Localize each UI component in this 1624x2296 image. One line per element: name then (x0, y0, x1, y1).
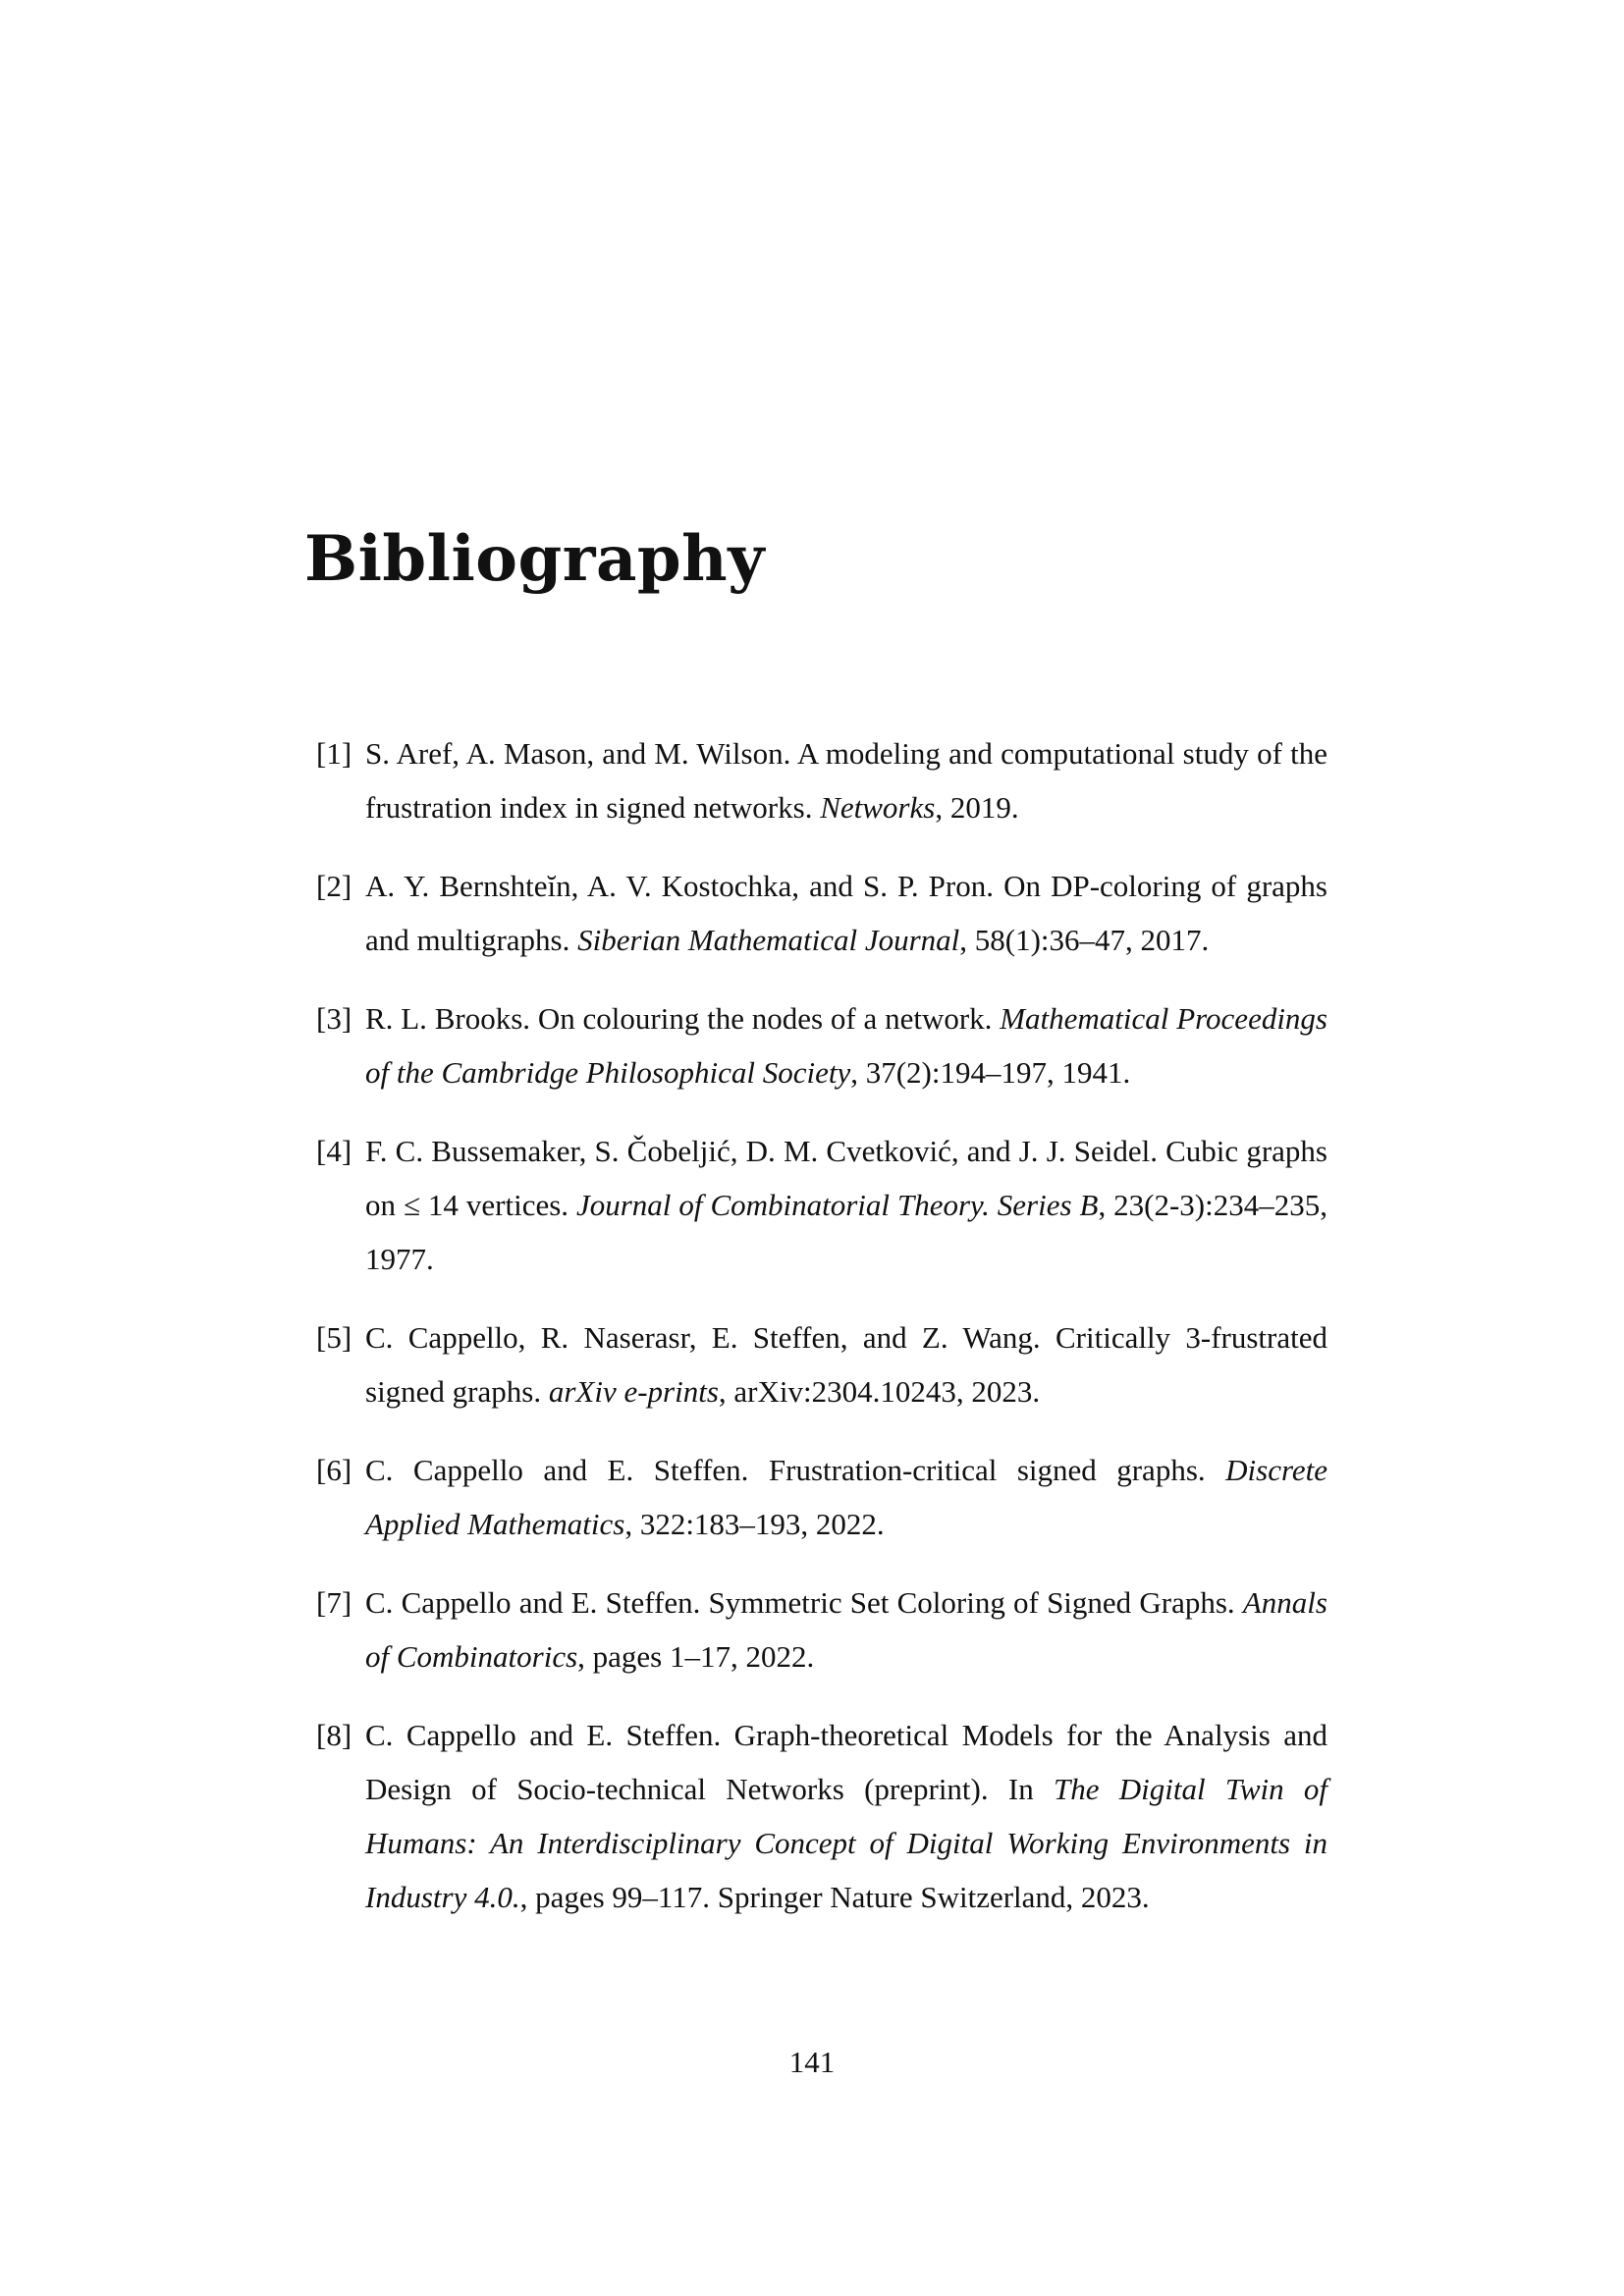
reference-text (365, 1718, 1327, 1914)
reference-text (365, 736, 1327, 825)
reference-segment: , pages 1–17, 2022. (577, 1639, 815, 1674)
reference-segment: , 322:183–193, 2022. (624, 1507, 885, 1541)
reference-venue: Discrete Applied Mathematics (365, 1453, 1327, 1541)
reference-text (365, 869, 1327, 957)
reference-entry (316, 859, 1327, 967)
reference-segment: C. Cappello and E. Steffen. Graph-theoretical Models for the Analysis and Design of Socio-technical Networks (preprint). In (365, 1718, 1327, 1806)
reference-venue: Mathematical Proceedings of the Cambridge Philosophical Society (365, 1001, 1328, 1090)
reference-venue: Siberian Mathematical Journal (577, 923, 960, 957)
reference-entry (316, 991, 1327, 1099)
page-number: 141 (788, 2045, 836, 2079)
reference-segment: , pages 99–117. Springer Nature Switzerland, 2023. (519, 1880, 1150, 1914)
reference-segment: , 23(2-3):234–235, 1977. (365, 1188, 1327, 1276)
reference-number: [1] (316, 736, 352, 771)
reference-segment: A. Y. Bernshteĭn, A. V. Kostochka, and S. P. Pron. On DP-coloring of graphs and multigraphs. (365, 869, 1327, 957)
reference-entry (316, 1575, 1327, 1683)
reference-venue: Journal of Combinatorial Theory. Series B (575, 1188, 1099, 1222)
reference-number: [8] (316, 1718, 352, 1752)
reference-venue: Annals of Combinatorics (365, 1585, 1327, 1674)
reference-text (365, 1320, 1327, 1409)
reference-text (365, 1453, 1327, 1541)
reference-segment: , arXiv:2304.10243, 2023. (718, 1374, 1041, 1409)
reference-segment: C. Cappello, R. Naserasr, E. Steffen, and Z. Wang. Critically 3-frustrated signed graphs. (365, 1320, 1327, 1409)
reference-text (365, 1001, 1327, 1090)
reference-segment: , 58(1):36–47, 2017. (959, 923, 1210, 957)
reference-venue: arXiv e-prints (548, 1374, 719, 1409)
reference-number: [7] (316, 1585, 352, 1620)
reference-segment: , 2019. (935, 790, 1019, 825)
reference-segment: C. Cappello and E. Steffen. Symmetric Set Coloring of Signed Graphs. (365, 1585, 1243, 1620)
reference-segment: F. C. Bussemaker, S. Čobeljić, D. M. Cvetković, and J. J. Seidel. Cubic graphs on ≤ 14 vertices. (365, 1134, 1327, 1222)
reference-venue: Networks (820, 790, 936, 825)
reference-venue: The Digital Twin of Humans: An Interdisciplinary Concept of Digital Working Environments in Industry 4.0. (365, 1772, 1328, 1914)
reference-entry (316, 1708, 1327, 1924)
reference-segment: R. L. Brooks. On colouring the nodes of a network. (365, 1001, 1001, 1036)
reference-entry (316, 1443, 1327, 1551)
reference-entry (316, 1124, 1327, 1286)
reference-number: [3] (316, 1001, 352, 1036)
reference-segment: C. Cappello and E. Steffen. Frustration-critical signed graphs. (365, 1453, 1226, 1487)
reference-number: [5] (316, 1320, 352, 1355)
reference-text (365, 1585, 1327, 1674)
page-title: Bibliography (304, 522, 765, 596)
reference-entry (316, 726, 1327, 834)
reference-number: [4] (316, 1134, 352, 1168)
reference-number: [2] (316, 869, 352, 903)
reference-segment: , 37(2):194–197, 1941. (850, 1055, 1131, 1090)
reference-number: [6] (316, 1453, 352, 1487)
reference-segment: S. Aref, A. Mason, and M. Wilson. A modeling and computational study of the frustration index in signed networks. (365, 736, 1327, 825)
reference-text (365, 1134, 1327, 1276)
reference-list (316, 726, 1327, 1949)
reference-entry (316, 1310, 1327, 1418)
